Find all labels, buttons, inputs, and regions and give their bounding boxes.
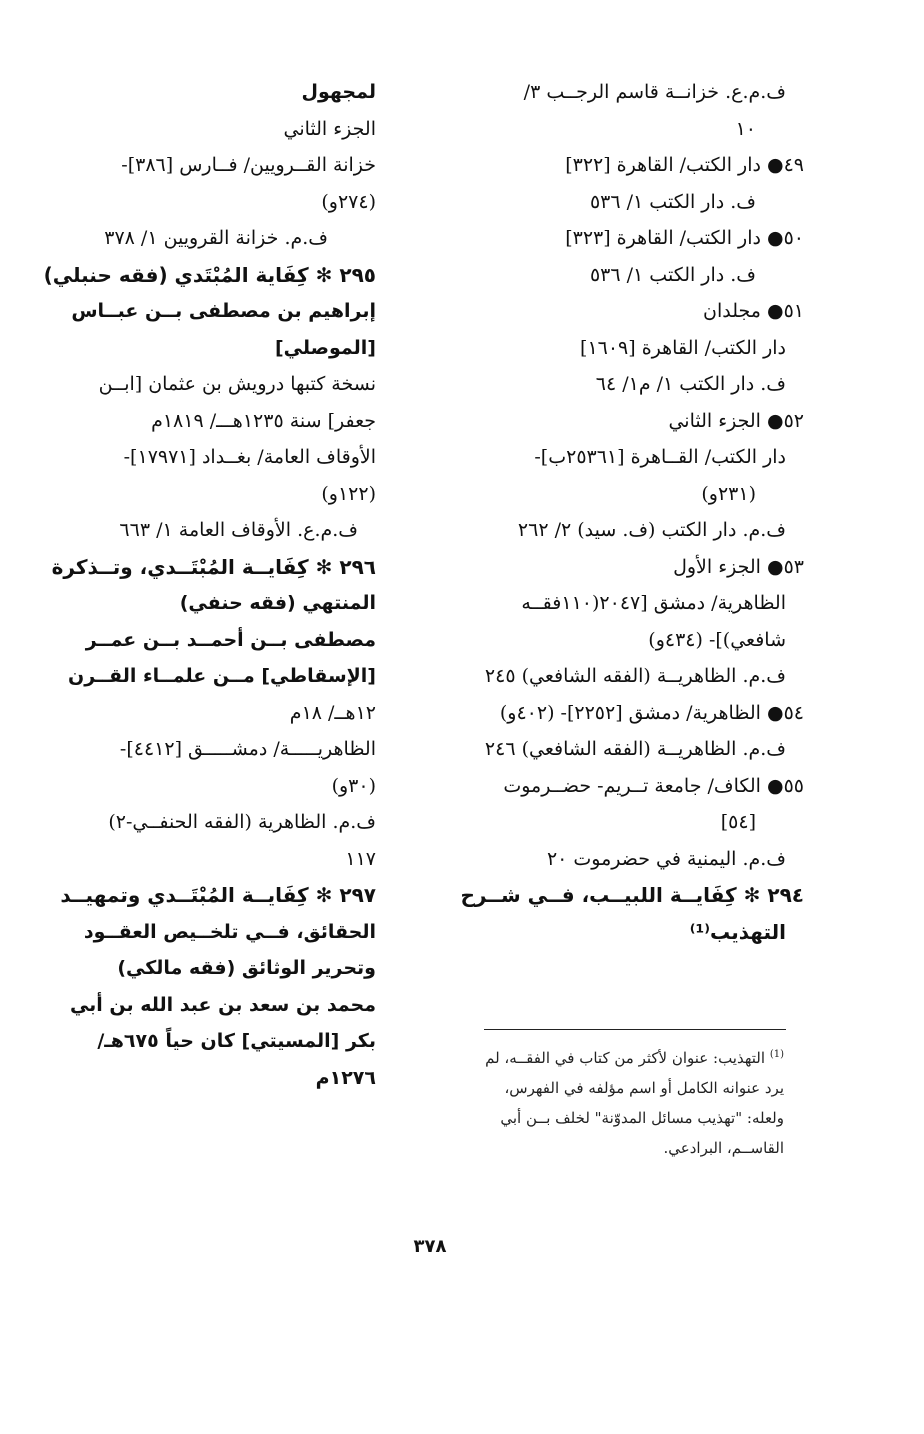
right-column-line: ف. دار الكتب ١/ م١/ ٦٤: [595, 373, 786, 395]
left-column-line: (١٢٢و): [321, 482, 376, 505]
left-column-line: ١٢هــ/ ١٨م: [289, 701, 376, 724]
footnote-text: التهذيب: عنوان لأكثر من كتاب في الفقــه، لم يرد عنوانه الكامل أو اسم مؤلفه في الفهرس، ولعله: "تهذيب مسائل المدوّنة" لخلف بــن أبي القاســم، البرادعي.: [485, 1049, 784, 1157]
right-column-line: ف.م. دار الكتب (ف. سيد) ٢/ ٢٦٢: [517, 519, 786, 541]
right-column-line: ف.م. الظاهريــة (الفقه الشافعي) ٢٤٦: [484, 738, 786, 760]
page-number: ٣٧٨: [413, 1236, 447, 1257]
left-column-line: إبراهيم بن مصطفى بــن عبــاس: [71, 300, 376, 322]
right-column-line: ١٠: [735, 117, 756, 140]
right-column-line: ٢٩٤ ✻ كِفَايــة اللبيــب، فــي شــرح: [460, 883, 804, 907]
footnote-marker: (1): [769, 1049, 784, 1060]
right-column-line: ف. دار الكتب ١/ ٥٣٦: [589, 190, 756, 213]
left-column-line: جعفر] سنة ١٢٣٥هـــ/ ١٨١٩م: [151, 409, 376, 432]
left-column-line: لمجهول: [301, 81, 376, 103]
right-column-line: ٥٥● الكاف/ جامعة تــريم- حضــرموت: [503, 774, 804, 797]
left-column-line: ٢٩٥ ✻ كِفَاية المُبْتَدي (فقه حنبلي): [43, 262, 376, 287]
right-column-line: الظاهرية/ دمشق [٢٠٤٧(١١٠فقــه: [521, 592, 786, 614]
right-column-line: دار الكتب/ القــاهرة [٢٥٣٦١ب]-: [534, 446, 786, 468]
footnote-separator: [484, 1029, 786, 1030]
left-column-line: ف.م. خزانة القرويين ١/ ٣٧٨: [104, 227, 328, 249]
right-column-line: ٤٩● دار الكتب/ القاهرة [٣٢٢]: [565, 154, 804, 176]
left-column-line: [الإسقاطي] مــن علمــاء القــرن: [68, 665, 376, 687]
left-column-line: (٣٠و): [331, 774, 376, 797]
left-column-line: الأوقاف العامة/ بغــداد [١٧٩٧١]-: [123, 446, 376, 468]
left-column-line: الجزء الثاني: [283, 117, 376, 140]
left-column-line: ٢٩٦ ✻ كِفَايــة المُبْتَــدي، وتــذكرة: [51, 554, 376, 579]
right-column-line: دار الكتب/ القاهرة [١٦٠٩]: [580, 336, 786, 359]
left-column-line: ١٢٧٦م: [315, 1066, 376, 1089]
left-column-line: بكر [المسيتي] كان حياً ٦٧٥هـ/: [97, 1030, 376, 1052]
left-column-line: خزانة القــرويين/ فــارس [٣٨٦]-: [121, 154, 376, 176]
left-column-line: ٢٩٧ ✻ كِفَايــة المُبْتَــدي وتمهيــد: [60, 883, 376, 907]
left-column-line: الحقائق، فــي تلخــيص العقــود: [83, 920, 376, 943]
right-column-line: ٥١● مجلدان: [703, 300, 804, 322]
right-column-line: ٥٢● الجزء الثاني: [668, 409, 804, 432]
footnote: [474, 1040, 784, 1163]
left-column: [43, 74, 376, 1096]
left-column-line: ف.م. الظاهرية (الفقه الحنفــي-٢): [108, 811, 376, 833]
right-column-line: ف.م. اليمنية في حضرموت ٢٠: [546, 847, 786, 870]
left-column-line: محمد بن سعد بن عبد الله بن أبي: [69, 993, 376, 1016]
left-column-line: الظاهريـــــة/ دمشـــــق [٤٤١٢]-: [119, 738, 376, 760]
left-column-line: ١١٧: [345, 847, 376, 870]
right-column-line: [٥٤]: [720, 811, 756, 833]
right-column: [460, 74, 804, 950]
left-column-line: مصطفى بــن أحمــد بــن عمــر: [85, 628, 376, 651]
left-column-line: (٢٧٤و): [321, 190, 376, 213]
left-column-line: ف.م.ع. الأوقاف العامة ١/ ٦٦٣: [119, 519, 358, 541]
left-column-line: نسخة كتبها درويش بن عثمان [ابــن: [98, 373, 376, 395]
left-column-line: وتحرير الوثائق (فقه مالكي): [117, 957, 376, 979]
right-column-line: ف. دار الكتب ١/ ٥٣٦: [589, 263, 756, 286]
right-column-line: ٥٤● الظاهرية/ دمشق [٢٢٥٢]- (٤٠٢و): [499, 701, 804, 724]
right-column-line: شافعي)]- (٤٣٤و): [648, 628, 786, 651]
right-column-line: ف.م. الظاهريــة (الفقه الشافعي) ٢٤٥: [484, 665, 786, 687]
right-column-line: ٥٠● دار الكتب/ القاهرة [٣٢٣]: [565, 227, 804, 249]
right-column-line: التهذيب⁽¹⁾: [689, 919, 786, 944]
right-column-line: (٢٣١و): [701, 482, 756, 505]
left-column-line: المنتهي (فقه حنفي): [179, 592, 376, 614]
left-column-line: [الموصلي]: [274, 336, 376, 359]
right-column-line: ف.م.ع. خزانــة قاسم الرجــب ٣/: [523, 81, 786, 103]
right-column-line: ٥٣● الجزء الأول: [673, 555, 804, 578]
